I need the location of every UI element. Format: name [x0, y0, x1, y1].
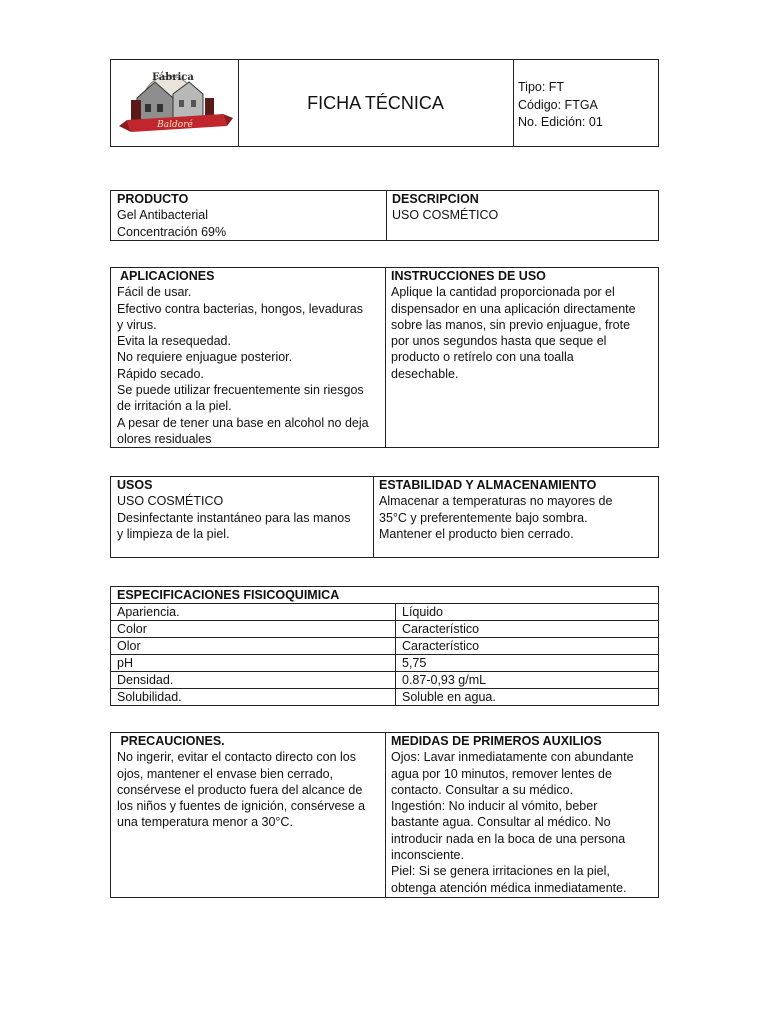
header-box — [110, 59, 659, 147]
spec-value: 5,75 — [396, 655, 659, 672]
estabilidad-heading: ESTABILIDAD Y ALMACENAMIENTO — [379, 478, 597, 492]
producto-heading: PRODUCTO — [117, 192, 189, 206]
instrucciones-line: por unos segundos hasta que seque el — [391, 334, 607, 349]
usos-line: USO COSMÉTICO — [117, 494, 224, 509]
aplicaciones-line: y virus. — [117, 317, 157, 332]
spec-key: Solubilidad. — [111, 689, 396, 706]
producto-box — [110, 190, 659, 241]
instrucciones-line: producto o retírelo con una toalla — [391, 350, 574, 365]
table-row — [111, 638, 659, 655]
primeros-auxilios-line: agua por 10 minutos, remover lentes de — [391, 766, 612, 781]
document-title: FICHA TÉCNICA — [307, 92, 444, 113]
spec-value: Líquido — [396, 604, 659, 621]
tipo-text: Tipo: FT — [518, 80, 565, 94]
logo-top-text: Fábrica — [152, 72, 194, 83]
precauciones-box — [110, 732, 659, 898]
usos-line: y limpieza de la piel. — [117, 526, 230, 541]
instrucciones-line: sobre las manos, sin previo enjuague, frote — [391, 317, 631, 332]
primeros-auxilios-heading: MEDIDAS DE PRIMEROS AUXILIOS — [391, 734, 602, 748]
table-row — [111, 672, 659, 689]
descripcion-heading: DESCRIPCION — [392, 192, 479, 206]
usos-cell — [111, 477, 373, 557]
estabilidad-line: Almacenar a temperaturas no mayores de — [379, 494, 613, 509]
especificaciones-table — [110, 586, 659, 706]
aplicaciones-line: No requiere enjuague posterior. — [117, 350, 293, 365]
instrucciones-heading: INSTRUCCIONES DE USO — [391, 269, 546, 283]
spec-value: 0.87-0,93 g/mL — [396, 672, 659, 689]
descripcion-text: USO COSMÉTICO — [392, 208, 499, 223]
instrucciones-line: dispensador en una aplicación directamente — [391, 301, 636, 316]
precauciones-line: los niños y fuentes de ignición, consérvese a — [117, 799, 366, 814]
instrucciones-cell — [385, 268, 660, 447]
producto-cell — [111, 191, 386, 240]
aplicaciones-line: Evita la resequedad. — [117, 334, 231, 349]
spec-value: Soluble en agua. — [396, 689, 659, 706]
aplicaciones-box — [110, 267, 659, 448]
precauciones-heading: PRECAUCIONES. — [117, 734, 225, 748]
instrucciones-line: desechable. — [391, 366, 459, 381]
table-header-row — [111, 587, 659, 604]
spec-key: Densidad. — [111, 672, 396, 689]
aplicaciones-line: A pesar de tener una base en alcohol no deja — [117, 415, 369, 430]
spec-value: Característico — [396, 621, 659, 638]
title-cell — [238, 60, 513, 146]
logo-cell — [111, 60, 238, 146]
usos-heading: USOS — [117, 478, 153, 492]
producto-line: Concentración 69% — [117, 224, 227, 239]
estabilidad-line: Mantener el producto bien cerrado. — [379, 526, 574, 541]
aplicaciones-line: Efectivo contra bacterias, hongos, levaduras — [117, 301, 363, 316]
primeros-auxilios-cell — [385, 733, 660, 897]
aplicaciones-line: Fácil de usar. — [117, 285, 192, 300]
precauciones-line: una temperatura menor a 30°C. — [117, 815, 293, 830]
precauciones-cell — [111, 733, 385, 897]
primeros-auxilios-line: Ojos: Lavar inmediatamente con abundante — [391, 750, 634, 765]
estabilidad-line: 35°C y preferentemente bajo sombra. — [379, 510, 588, 525]
spec-key: Apariencia. — [111, 604, 396, 621]
especificaciones-heading: ESPECIFICACIONES FISICOQUIMICA — [111, 587, 659, 604]
aplicaciones-line: olores residuales — [117, 431, 212, 446]
edicion-text: No. Edición: 01 — [518, 115, 603, 129]
aplicaciones-line: de irritación a la piel. — [117, 399, 232, 414]
primeros-auxilios-line: obtenga atención médica inmediatamente. — [391, 880, 627, 895]
precauciones-line: No ingerir, evitar el contacto directo con los — [117, 750, 357, 765]
descripcion-cell — [386, 191, 660, 240]
aplicaciones-heading: APLICACIONES — [117, 269, 215, 283]
aplicaciones-line: Rápido secado. — [117, 366, 204, 381]
producto-line: Gel Antibacterial — [117, 208, 209, 223]
instrucciones-line: Aplique la cantidad proporcionada por el — [391, 285, 615, 300]
primeros-auxilios-line: Piel: Si se genera irritaciones en la piel, — [391, 864, 610, 879]
usos-line: Desinfectante instantáneo para las manos — [117, 510, 351, 525]
codigo-text: Código: FTGA — [518, 97, 598, 112]
spec-key: Olor — [111, 638, 396, 655]
table-row — [111, 604, 659, 621]
primeros-auxilios-line: introducir nada en la boca de una persona — [391, 831, 626, 846]
table-row — [111, 621, 659, 638]
logo-ribbon-text: Baldoré — [157, 120, 193, 130]
spec-value: Característico — [396, 638, 659, 655]
precauciones-line: ojos, mantener el envase bien cerrado, — [117, 766, 334, 781]
info-cell — [513, 60, 660, 146]
table-row — [111, 655, 659, 672]
usos-box — [110, 476, 659, 558]
aplicaciones-cell — [111, 268, 385, 447]
factory-logo — [111, 60, 238, 146]
spec-key: Color — [111, 621, 396, 638]
primeros-auxilios-line: inconsciente. — [391, 848, 464, 863]
spec-key: pH — [111, 655, 396, 672]
primeros-auxilios-line: contacto. Consultar a su médico. — [391, 782, 574, 797]
aplicaciones-line: Se puede utilizar frecuentemente sin riesgos — [117, 383, 364, 398]
primeros-auxilios-line: Ingestión: No inducir al vómito, beber — [391, 799, 598, 814]
primeros-auxilios-line: bastante agua. Consultar al médico. No — [391, 815, 611, 830]
table-row — [111, 689, 659, 706]
precauciones-line: consérvese el producto fuera del alcance de — [117, 782, 363, 797]
estabilidad-cell — [373, 477, 660, 557]
